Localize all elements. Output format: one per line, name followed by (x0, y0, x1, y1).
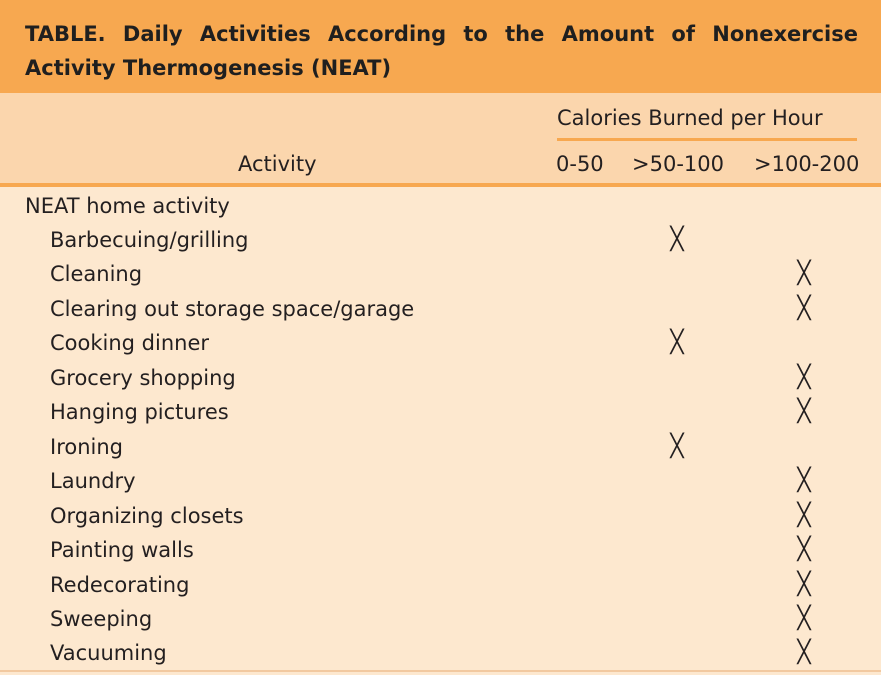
calories-group-header: Calories Burned per Hour (557, 106, 823, 130)
column-mark: ╳ (670, 330, 684, 356)
activity-label: Painting walls (50, 538, 194, 563)
column-header-100-200: >100-200 (754, 152, 860, 176)
table-title: TABLE. Daily Activities According to the Amount of Nonexercise Activity Thermogenesis (NEAT) (25, 22, 858, 80)
activity-label: Laundry (50, 469, 136, 494)
table-row (0, 602, 881, 637)
column-mark: ╳ (797, 468, 811, 494)
column-mark: ╳ (797, 364, 811, 390)
table-row (0, 223, 881, 258)
column-mark: ╳ (670, 433, 684, 459)
column-mark: ╳ (797, 605, 811, 631)
column-mark: ╳ (797, 537, 811, 563)
column-mark: ╳ (797, 502, 811, 528)
activity-label: Cooking dinner (50, 331, 210, 356)
table-row (0, 464, 881, 499)
column-mark: ╳ (797, 571, 811, 597)
table-row (0, 395, 881, 430)
table-row (0, 361, 881, 396)
column-mark: ╳ (797, 399, 811, 425)
column-mark: ╳ (670, 227, 684, 252)
activity-label: Organizing closets (50, 503, 244, 528)
activity-label: Grocery shopping (50, 365, 236, 390)
column-header-50-100: >50-100 (632, 152, 724, 176)
table-row (0, 430, 881, 465)
group-header-rule (557, 138, 857, 141)
table-row (0, 533, 881, 568)
column-mark: ╳ (797, 261, 811, 287)
table-row (0, 326, 881, 361)
column-header-0-50: 0-50 (556, 152, 604, 176)
table-row (0, 257, 881, 292)
activity-label: Barbecuing/grilling (50, 228, 249, 252)
column-mark: ╳ (797, 295, 811, 321)
header-rule (0, 183, 881, 187)
activity-column-header: Activity (238, 152, 317, 176)
section-heading: NEAT home activity (25, 194, 230, 218)
activity-label: Clearing out storage space/garage (50, 296, 415, 321)
column-mark: ╳ (797, 640, 811, 666)
activity-label: Sweeping (50, 606, 153, 631)
table-row (0, 292, 881, 327)
table-row (0, 499, 881, 534)
activity-label: Ironing (50, 434, 123, 459)
activity-label: Cleaning (50, 262, 143, 287)
table-row (0, 568, 881, 603)
activity-label: Vacuuming (50, 641, 167, 666)
activity-label: Redecorating (50, 572, 190, 597)
activity-label: Hanging pictures (50, 400, 229, 425)
table-row (0, 636, 881, 671)
table-bottom-rule (0, 670, 881, 672)
table-title-band (0, 0, 881, 93)
